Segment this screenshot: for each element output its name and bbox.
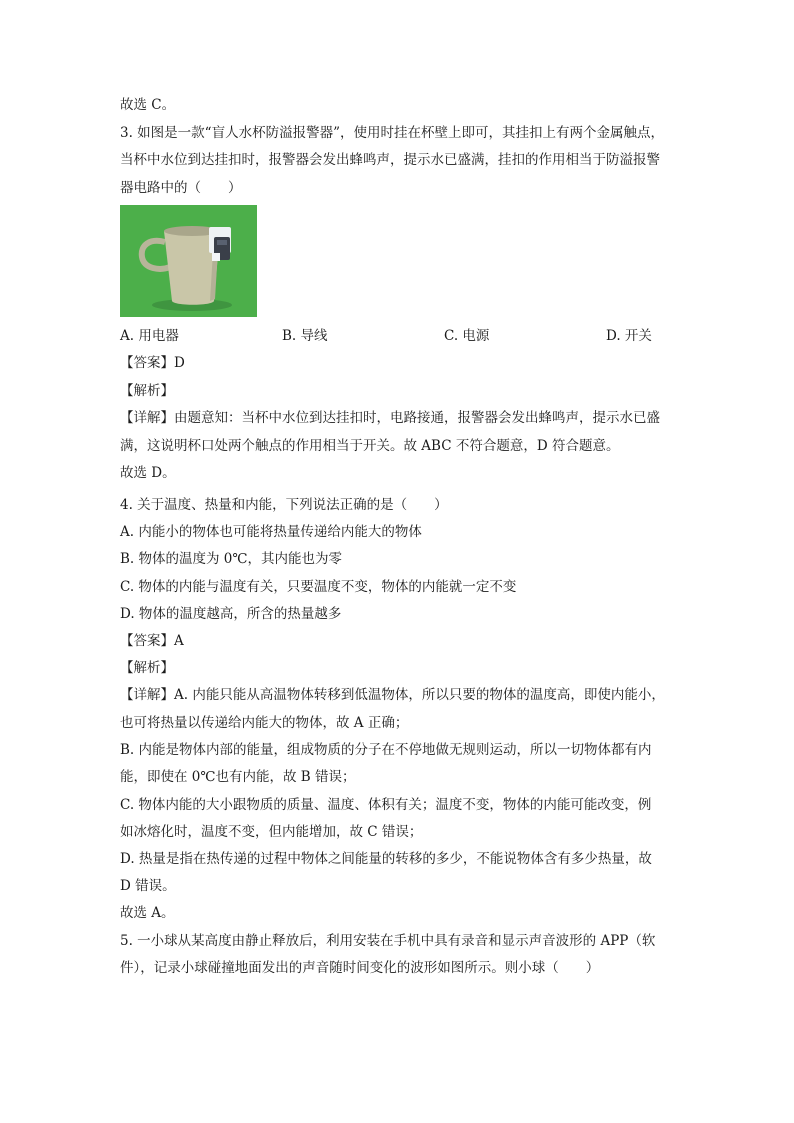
q4-detail-line-2: 也可将热量以传递给内能大的物体，故 A 正确； bbox=[120, 715, 409, 731]
q4-detail-line-3: B. 内能是物体内部的能量，组成物质的分子在不停地做无规则运动，所以一切物体都有内 bbox=[120, 742, 652, 758]
cup-illustration bbox=[120, 205, 257, 317]
q5-stem-line-2: 件），记录小球碰撞地面发出的声音随时间变化的波形如图所示。则小球（ ） bbox=[120, 960, 600, 976]
q3-conclusion: 故选 D。 bbox=[120, 465, 176, 481]
q3-detail-line-1: 【详解】由题意知：当杯中水位到达挂扣时，电路接通，报警器会发出蜂鸣声，提示水已盛 bbox=[120, 410, 660, 426]
q4-option-a: A. 内能小的物体也可能将热量传递给内能大的物体 bbox=[120, 524, 422, 540]
q5-stem-line-1: 5. 一小球从某高度由静止释放后，利用安装在手机中具有录音和显示声音波形的 APP（软 bbox=[120, 933, 656, 949]
q4-answer: 【答案】A bbox=[120, 633, 184, 649]
cup-alarm-photo bbox=[120, 205, 257, 317]
q4-detail-line-5: C. 物体内能的大小跟物质的质量、温度、体积有关；温度不变，物体的内能可能改变，例 bbox=[120, 797, 652, 813]
q4-option-c: C. 物体的内能与温度有关，只要温度不变，物体的内能就一定不变 bbox=[120, 579, 517, 595]
q4-stem: 4. 关于温度、热量和内能，下列说法正确的是（ ） bbox=[120, 497, 448, 513]
q4-detail-line-6: 如冰熔化时，温度不变，但内能增加，故 C 错误； bbox=[120, 824, 423, 840]
q4-detail-line-4: 能，即使在 0℃也有内能，故 B 错误； bbox=[120, 769, 356, 785]
q3-option-b: B. 导线 bbox=[282, 328, 328, 344]
q2-conclusion: 故选 C。 bbox=[120, 97, 176, 113]
q3-option-a: A. 用电器 bbox=[120, 328, 179, 344]
q3-stem-line-1: 3. 如图是一款“盲人水杯防溢报警器”，使用时挂在杯壁上即可，其挂扣上有两个金属触点， bbox=[120, 125, 664, 141]
q3-stem-line-3: 器电路中的（ ） bbox=[120, 180, 242, 196]
q3-detail-line-2: 满，这说明杯口处两个触点的作用相当于开关。故 ABC 不符合题意，D 符合题意。 bbox=[120, 438, 620, 454]
q4-analysis-heading: 【解析】 bbox=[120, 660, 174, 676]
q4-option-b: B. 物体的温度为 0℃，其内能也为零 bbox=[120, 551, 342, 567]
q3-analysis-heading: 【解析】 bbox=[120, 383, 174, 399]
q4-option-d: D. 物体的温度越高，所含的热量越多 bbox=[120, 606, 342, 622]
q4-detail-line-8: D 错误。 bbox=[120, 878, 176, 894]
q3-answer: 【答案】D bbox=[120, 355, 185, 371]
q4-detail-line-7: D. 热量是指在热传递的过程中物体之间能量的转移的多少，不能说物体含有多少热量，故 bbox=[120, 851, 652, 867]
q4-detail-line-1: 【详解】A. 内能只能从高温物体转移到低温物体，所以只要的物体的温度高，即使内能小， bbox=[120, 687, 665, 703]
q3-option-d: D. 开关 bbox=[606, 328, 652, 344]
q3-stem-line-2: 当杯中水位到达挂扣时，报警器会发出蜂鸣声，提示水已盛满，挂扣的作用相当于防溢报警 bbox=[120, 152, 660, 168]
q4-conclusion: 故选 A。 bbox=[120, 905, 175, 921]
q3-option-c: C. 电源 bbox=[444, 328, 490, 344]
